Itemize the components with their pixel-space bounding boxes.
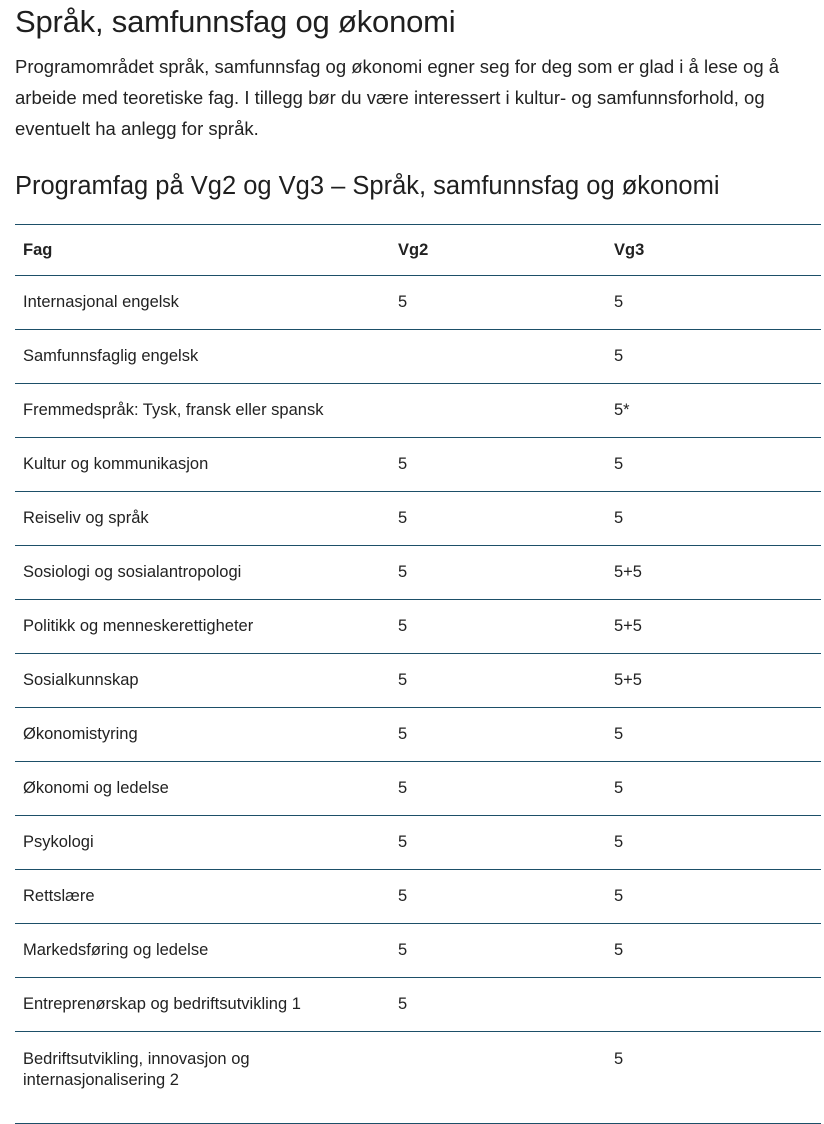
table-row bbox=[15, 384, 821, 438]
cell-vg2: 5 bbox=[390, 924, 606, 978]
column-header-fag: Fag bbox=[15, 225, 390, 276]
column-header-vg2: Vg2 bbox=[390, 225, 606, 276]
cell-vg2: 5 bbox=[390, 816, 606, 870]
cell-vg3: 5 bbox=[606, 276, 821, 330]
cell-vg3: 5 bbox=[606, 870, 821, 924]
cell-vg3: 5+5 bbox=[606, 546, 821, 600]
cell-vg2 bbox=[390, 384, 606, 438]
table-header bbox=[15, 225, 821, 276]
cell-fag-line-1: Bedriftsutvikling, innovasjon og bbox=[23, 1050, 250, 1068]
cell-fag: Økonomi og ledelse bbox=[15, 762, 390, 816]
cell-vg3: 5 bbox=[606, 492, 821, 546]
table-row bbox=[15, 492, 821, 546]
cell-fag-line-2: internasjonalisering 2 bbox=[23, 1071, 179, 1089]
cell-vg2: 5 bbox=[390, 654, 606, 708]
cell-fag: Rettslære bbox=[15, 870, 390, 924]
cell-vg3: 5+5 bbox=[606, 600, 821, 654]
cell-fag: Markedsføring og ledelse bbox=[15, 924, 390, 978]
cell-fag: Internasjonal engelsk bbox=[15, 276, 390, 330]
table-row bbox=[15, 816, 821, 870]
cell-vg3: 5 bbox=[606, 1032, 821, 1124]
cell-vg2: 5 bbox=[390, 438, 606, 492]
table-row bbox=[15, 330, 821, 384]
cell-fag: Sosialkunnskap bbox=[15, 654, 390, 708]
cell-fag: Sosiologi og sosialantropologi bbox=[15, 546, 390, 600]
table-row bbox=[15, 708, 821, 762]
table-row bbox=[15, 762, 821, 816]
table-row bbox=[15, 546, 821, 600]
cell-fag: Reiseliv og språk bbox=[15, 492, 390, 546]
cell-vg2: 5 bbox=[390, 708, 606, 762]
programfag-table bbox=[15, 224, 821, 1124]
cell-fag: Entreprenørskap og bedriftsutvikling 1 bbox=[15, 978, 390, 1032]
table-row bbox=[15, 870, 821, 924]
cell-vg2 bbox=[390, 330, 606, 384]
cell-fag: Psykologi bbox=[15, 816, 390, 870]
table-row bbox=[15, 1032, 821, 1124]
cell-vg3: 5 bbox=[606, 816, 821, 870]
table-row bbox=[15, 978, 821, 1032]
cell-fag: Kultur og kommunikasjon bbox=[15, 438, 390, 492]
cell-vg3: 5 bbox=[606, 438, 821, 492]
cell-vg2: 5 bbox=[390, 276, 606, 330]
cell-vg2: 5 bbox=[390, 492, 606, 546]
table-row bbox=[15, 276, 821, 330]
cell-fag: Politikk og menneskerettigheter bbox=[15, 600, 390, 654]
intro-paragraph: Programområdet språk, samfunnsfag og økonomi egner seg for deg som er glad i å lese og å arbeide med teoretiske fag. I tillegg bør du være interessert i kultur- og samfunnsforhold, og eventuelt ha anlegg for språk. bbox=[15, 56, 780, 139]
cell-vg2: 5 bbox=[390, 546, 606, 600]
table-body bbox=[15, 276, 821, 1124]
cell-vg3: 5 bbox=[606, 708, 821, 762]
table-header-row bbox=[15, 225, 821, 276]
cell-vg2: 5 bbox=[390, 600, 606, 654]
column-header-vg3: Vg3 bbox=[606, 225, 821, 276]
page-title: Språk, samfunnsfag og økonomi bbox=[15, 4, 456, 39]
cell-fag: Økonomistyring bbox=[15, 708, 390, 762]
cell-vg2: 5 bbox=[390, 978, 606, 1032]
table-row bbox=[15, 600, 821, 654]
table-row bbox=[15, 654, 821, 708]
cell-vg3: 5 bbox=[606, 924, 821, 978]
cell-fag: Samfunnsfaglig engelsk bbox=[15, 330, 390, 384]
cell-vg3: 5 bbox=[606, 330, 821, 384]
cell-vg2: 5 bbox=[390, 870, 606, 924]
cell-vg3 bbox=[606, 978, 821, 1032]
table-row bbox=[15, 438, 821, 492]
table-row bbox=[15, 924, 821, 978]
cell-vg3: 5 bbox=[606, 762, 821, 816]
cell-vg2: 5 bbox=[390, 762, 606, 816]
cell-vg2 bbox=[390, 1032, 606, 1124]
section-title: Programfag på Vg2 og Vg3 – Språk, samfunnsfag og økonomi bbox=[15, 172, 720, 200]
cell-vg3: 5+5 bbox=[606, 654, 821, 708]
cell-fag bbox=[15, 1032, 390, 1124]
cell-vg3: 5* bbox=[606, 384, 821, 438]
cell-fag: Fremmedspråk: Tysk, fransk eller spansk bbox=[15, 384, 390, 438]
